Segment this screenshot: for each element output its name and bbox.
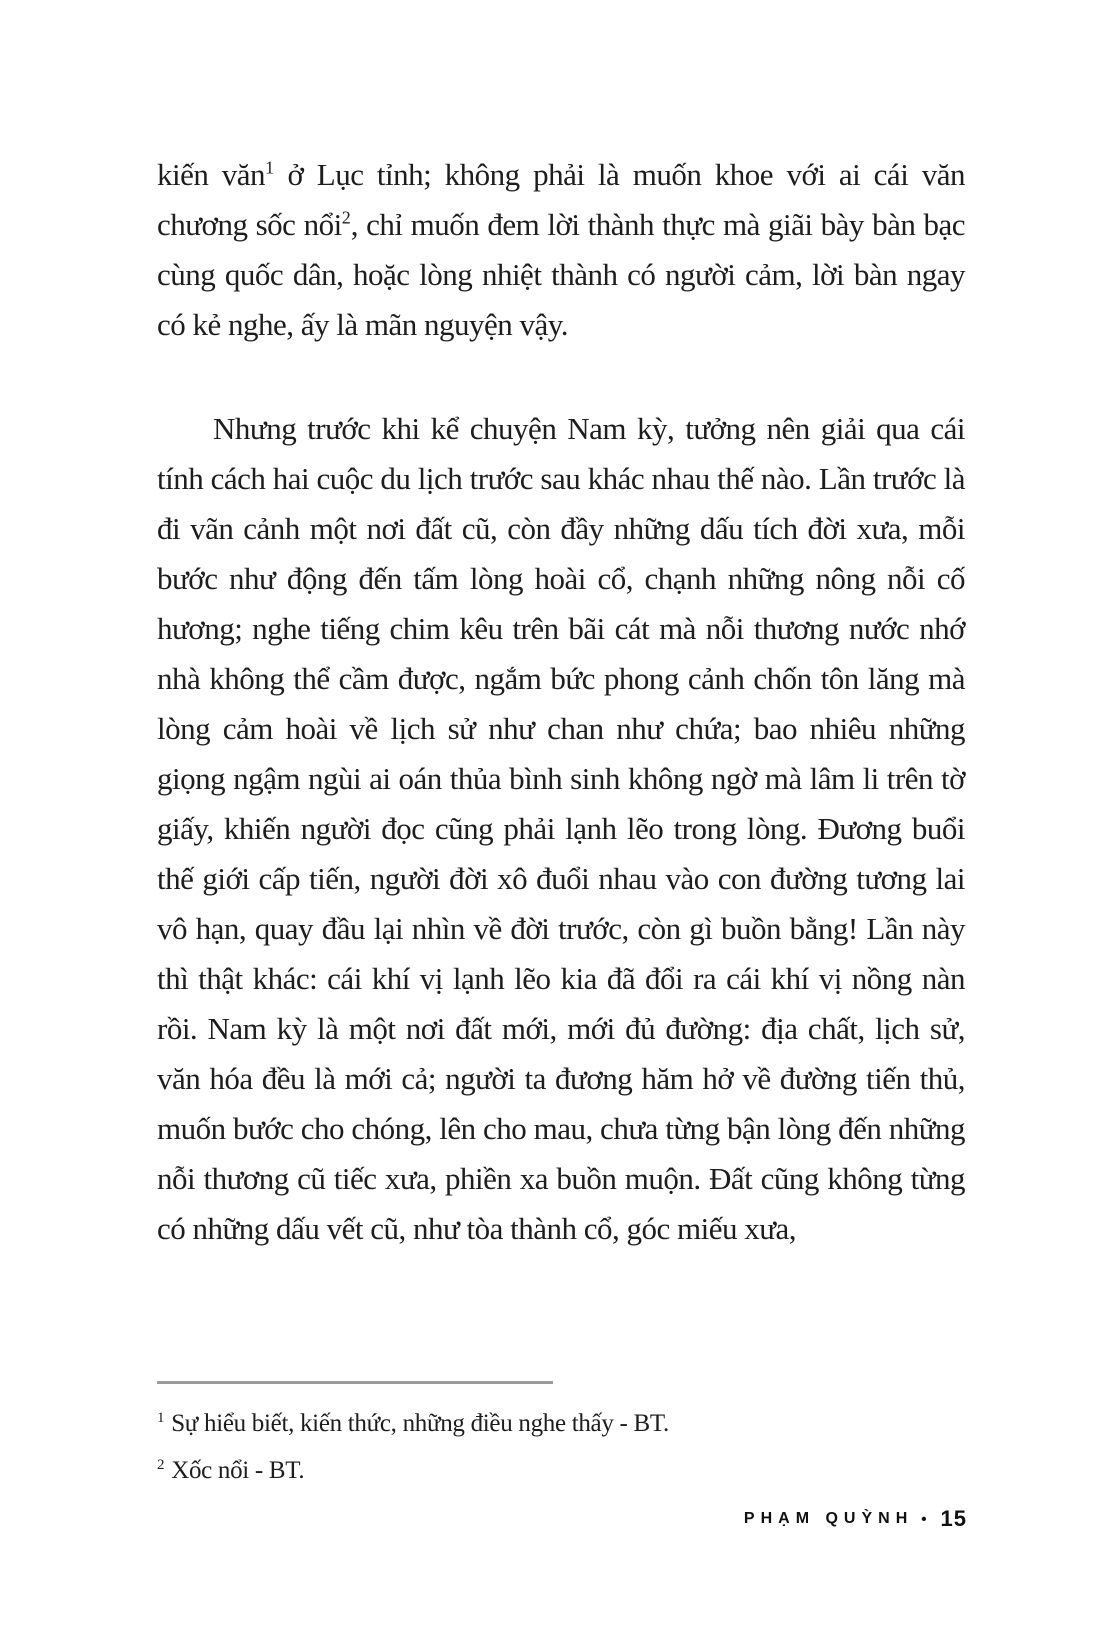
footnote-list — [157, 1400, 965, 1494]
page-footer — [744, 1506, 967, 1532]
paragraph1-segment-2: ở Lục tỉnh; không phải là muốn khoe với ai cái văn chương sốc nổi — [157, 157, 965, 242]
footnote-marker-1: 1 — [157, 1409, 165, 1426]
footnote-divider-rule — [157, 1381, 553, 1384]
body-text-column — [157, 150, 965, 1254]
footnote-reference-1: 1 — [265, 157, 275, 178]
footer-bullet-separator: • — [921, 1510, 927, 1528]
paragraph1-segment-3: , chỉ muốn đem lời thành thực mà giãi bày bàn bạc cùng quốc dân, hoặc lòng nhiệt thành có người cảm, lời bàn ngay có kẻ nghe, ấy là mãn nguyện vậy. — [157, 207, 966, 342]
footnote-text-1: Sự hiểu biết, kiến thức, những điều nghe thấy - BT. — [171, 1410, 669, 1437]
paragraph-continuing — [157, 150, 965, 350]
footnote-item — [157, 1447, 965, 1494]
footnote-marker-2: 2 — [157, 1456, 165, 1473]
paragraph1-segment-1: kiến văn — [157, 157, 266, 192]
paragraph-new: Nhưng trước khi kể chuyện Nam kỳ, tưởng nên giải qua cái tính cách hai cuộc du lịch trước sau khác nhau thế nào. Lần trước là đi vãn cảnh một nơi đất cũ, còn đầy những dấu tích đời xưa, mỗi bước như động đến tấm lòng hoài cổ, chạnh những nông nỗi cố hương; nghe tiếng chim kêu trên bãi cát mà nỗi thương nước nhớ nhà không thể cầm được, ngắm bức phong cảnh chốn tôn lăng mà lòng cảm hoài về lịch sử như chan như chứa; bao nhiêu những giọng ngậm ngùi ai oán thủa bình sinh không ngờ mà lâm li trên tờ giấy, khiến người đọc cũng phải lạnh lẽo trong lòng. Đương buổi thế giới cấp tiến, người đời xô đuổi nhau vào con đường tương lai vô hạn, quay đầu lại nhìn về đời trước, còn gì buồn bằng! Lần này thì thật khác: cái khí vị lạnh lẽo kia đã đổi ra cái khí vị nồng nàn rồi. Nam kỳ là một nơi đất mới, mới đủ đường: địa chất, lịch sử, văn hóa đều là mới cả; người ta đương hăm hở về đường tiến thủ, muốn bước cho chóng, lên cho mau, chưa từng bận lòng đến những nỗi thương cũ tiếc xưa, phiền xa buồn muộn. Đất cũng không từng có những dấu vết cũ, như tòa thành cổ, góc miếu xưa, — [157, 411, 965, 1246]
footer-author-name: PHẠM QUỲNH — [743, 1510, 914, 1527]
footnote-reference-2: 2 — [341, 207, 351, 228]
footnotes-section — [157, 1381, 965, 1494]
footnote-item — [157, 1400, 965, 1447]
footnote-text-2: Xốc nổi - BT. — [171, 1457, 305, 1484]
page-number: 15 — [940, 1506, 967, 1531]
